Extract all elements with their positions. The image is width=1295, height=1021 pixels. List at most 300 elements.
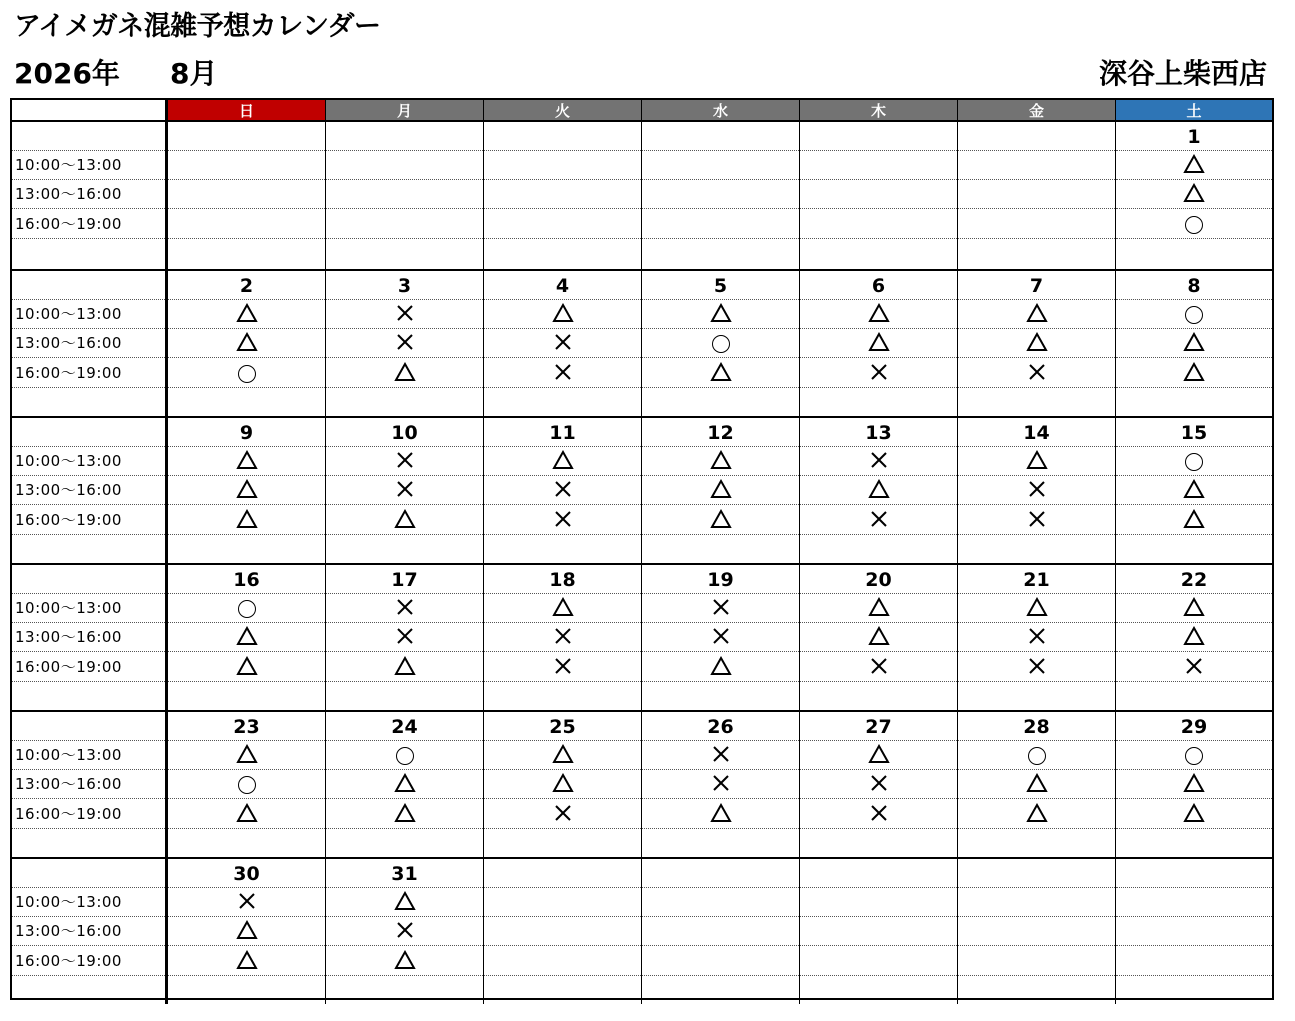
date-number: 29 <box>1180 716 1208 738</box>
crowd-level-slot <box>168 476 325 505</box>
triangle-icon <box>868 332 890 356</box>
weekday-header-6: 土 <box>1116 100 1272 120</box>
date-number: 20 <box>865 569 892 591</box>
date-number: 12 <box>707 422 734 444</box>
dotted-divider <box>800 208 957 209</box>
crowd-level-slot <box>1116 447 1272 476</box>
time-slot-label: 16:00～19:00 <box>15 952 122 970</box>
crowd-level-slot <box>800 300 957 329</box>
cross-icon <box>870 804 888 826</box>
week-row <box>12 269 1272 416</box>
calendar-title: アイメガネ混雑予想カレンダー <box>14 11 381 42</box>
store-name: 深谷上柴西店 <box>1098 57 1267 90</box>
dotted-divider <box>958 916 1115 917</box>
calendar-grid <box>10 98 1274 1000</box>
circle-icon <box>238 776 256 794</box>
crowd-level-slot <box>168 300 325 329</box>
dotted-divider <box>800 945 957 946</box>
crowd-level-slot <box>642 594 799 623</box>
crowd-level-slot <box>800 329 957 358</box>
crowd-level-slot <box>484 623 641 652</box>
triangle-icon <box>552 597 574 621</box>
triangle-icon <box>1183 183 1205 207</box>
date-number: 6 <box>871 275 886 297</box>
crowd-level-slot <box>958 329 1115 358</box>
week-row <box>12 857 1272 1004</box>
triangle-icon <box>236 509 258 533</box>
crowd-level-slot <box>1116 770 1272 799</box>
dotted-divider <box>326 150 483 151</box>
triangle-icon <box>710 509 732 533</box>
circle-icon <box>1028 747 1046 765</box>
crowd-level-slot <box>326 917 483 946</box>
date-number: 1 <box>1187 126 1201 148</box>
date-number: 23 <box>233 716 260 738</box>
dotted-divider <box>168 150 325 151</box>
cross-icon <box>1028 510 1046 532</box>
dotted-divider <box>800 916 957 917</box>
time-slot-label: 13:00～16:00 <box>15 628 122 646</box>
cross-icon <box>396 627 414 649</box>
dotted-divider <box>484 945 641 946</box>
triangle-icon <box>1026 450 1048 474</box>
day-cell-8 <box>1116 271 1272 416</box>
time-slot-label: 10:00～13:00 <box>15 156 122 174</box>
triangle-icon <box>394 362 416 386</box>
crowd-level-slot <box>168 947 325 976</box>
crowd-level-slot <box>326 506 483 535</box>
day-cell-26 <box>642 712 800 857</box>
date-number: 17 <box>391 569 418 591</box>
date-number: 22 <box>1180 569 1208 591</box>
cross-icon <box>712 774 730 796</box>
triangle-icon <box>394 773 416 797</box>
date-number: 7 <box>1029 275 1044 297</box>
day-cell-empty <box>484 122 642 269</box>
crowd-level-slot <box>1116 653 1272 682</box>
day-cell-6 <box>800 271 958 416</box>
dotted-divider <box>642 945 799 946</box>
dotted-divider <box>326 208 483 209</box>
cross-icon <box>554 480 572 502</box>
dotted-divider <box>326 179 483 180</box>
crowd-level-slot <box>168 623 325 652</box>
crowd-level-slot <box>1116 476 1272 505</box>
triangle-icon <box>236 950 258 974</box>
weekday-header-row <box>12 100 1272 122</box>
triangle-icon <box>1183 479 1205 503</box>
crowd-level-slot <box>958 623 1115 652</box>
dotted-divider <box>1116 975 1272 976</box>
date-number: 31 <box>391 863 418 885</box>
triangle-icon <box>868 744 890 768</box>
triangle-icon <box>552 303 574 327</box>
crowd-level-slot <box>326 359 483 388</box>
triangle-icon <box>552 773 574 797</box>
triangle-icon <box>236 303 258 327</box>
day-cell-17 <box>326 565 484 710</box>
cross-icon <box>1028 480 1046 502</box>
crowd-level-slot <box>642 623 799 652</box>
day-cell-13 <box>800 418 958 563</box>
time-slot-label: 16:00～19:00 <box>15 805 122 823</box>
dotted-divider <box>958 975 1115 976</box>
date-number: 5 <box>713 275 728 297</box>
day-cell-20 <box>800 565 958 710</box>
time-slot-label: 10:00～13:00 <box>15 599 122 617</box>
dotted-divider <box>484 179 641 180</box>
date-number: 28 <box>1023 716 1050 738</box>
crowd-level-slot <box>1116 329 1272 358</box>
crowd-level-slot <box>326 653 483 682</box>
time-slot-labels <box>12 122 168 269</box>
day-cell-empty <box>958 122 1116 269</box>
date-number: 11 <box>549 422 576 444</box>
dotted-divider <box>800 150 957 151</box>
crowd-level-slot <box>326 947 483 976</box>
time-slot-label: 13:00～16:00 <box>15 481 122 499</box>
crowd-level-slot <box>800 653 957 682</box>
crowd-level-slot <box>168 917 325 946</box>
crowd-level-slot <box>168 329 325 358</box>
day-cell-empty <box>326 122 484 269</box>
crowd-level-slot <box>326 741 483 770</box>
day-cell-5 <box>642 271 800 416</box>
crowd-level-slot <box>642 653 799 682</box>
crowd-level-slot <box>958 800 1115 829</box>
day-cell-empty <box>642 859 800 1004</box>
dotted-divider <box>642 916 799 917</box>
crowd-level-slot <box>326 447 483 476</box>
cross-icon <box>870 510 888 532</box>
day-cell-21 <box>958 565 1116 710</box>
time-slot-label: 10:00～13:00 <box>15 305 122 323</box>
time-slot-label: 13:00～16:00 <box>15 922 122 940</box>
time-slot-label: 10:00～13:00 <box>15 452 122 470</box>
time-slot-label: 16:00～19:00 <box>15 511 122 529</box>
circle-icon <box>396 747 414 765</box>
dotted-divider <box>1116 916 1272 917</box>
cross-icon <box>870 657 888 679</box>
cross-icon <box>712 598 730 620</box>
time-slot-labels <box>12 712 168 857</box>
crowd-level-slot <box>484 653 641 682</box>
dotted-divider <box>1116 945 1272 946</box>
cross-icon <box>712 745 730 767</box>
triangle-icon <box>1183 362 1205 386</box>
crowd-level-slot <box>1116 741 1272 770</box>
day-cell-2 <box>168 271 326 416</box>
day-cell-22 <box>1116 565 1272 710</box>
date-number: 9 <box>239 422 254 444</box>
triangle-icon <box>552 744 574 768</box>
dotted-divider <box>642 887 799 888</box>
time-slot-label: 16:00～19:00 <box>15 215 122 233</box>
crowd-level-slot <box>958 594 1115 623</box>
dotted-divider <box>642 179 799 180</box>
time-slot-labels <box>12 859 168 1004</box>
day-cell-11 <box>484 418 642 563</box>
cross-icon <box>870 774 888 796</box>
cross-icon <box>396 921 414 943</box>
cross-icon <box>554 333 572 355</box>
dotted-divider <box>958 179 1115 180</box>
crowd-level-slot <box>800 506 957 535</box>
weekday-header-0: 日 <box>168 100 326 120</box>
dotted-divider <box>642 208 799 209</box>
day-cell-empty <box>642 122 800 269</box>
day-cell-31 <box>326 859 484 1004</box>
cross-icon <box>554 363 572 385</box>
triangle-icon <box>868 303 890 327</box>
date-number: 18 <box>549 569 576 591</box>
dotted-divider <box>800 887 957 888</box>
dotted-divider <box>484 150 641 151</box>
circle-icon <box>238 365 256 383</box>
triangle-icon <box>1026 303 1048 327</box>
date-number: 27 <box>865 716 892 738</box>
date-number: 14 <box>1023 422 1050 444</box>
dotted-divider <box>642 975 799 976</box>
crowd-level-slot <box>484 506 641 535</box>
crowd-level-slot <box>1116 594 1272 623</box>
crowd-level-slot <box>1116 506 1272 535</box>
triangle-icon <box>710 803 732 827</box>
crowd-level-slot <box>1116 180 1272 209</box>
crowd-level-slot <box>168 770 325 799</box>
triangle-icon <box>236 803 258 827</box>
crowd-level-slot <box>800 623 957 652</box>
time-slot-label: 13:00～16:00 <box>15 185 122 203</box>
day-cell-empty <box>168 122 326 269</box>
triangle-icon <box>1183 597 1205 621</box>
time-slot-label: 10:00～13:00 <box>15 746 122 764</box>
dotted-divider <box>800 975 957 976</box>
date-number: 3 <box>397 275 412 297</box>
day-cell-7 <box>958 271 1116 416</box>
triangle-icon <box>1183 773 1205 797</box>
crowd-level-slot <box>484 359 641 388</box>
day-cell-9 <box>168 418 326 563</box>
weekday-header-4: 木 <box>800 100 958 120</box>
crowd-level-slot <box>326 300 483 329</box>
date-number: 16 <box>233 569 260 591</box>
crowd-level-slot <box>642 770 799 799</box>
cross-icon <box>870 451 888 473</box>
time-slot-label: 10:00～13:00 <box>15 893 122 911</box>
crowd-level-slot <box>1116 359 1272 388</box>
dotted-divider <box>484 975 641 976</box>
dotted-divider <box>484 887 641 888</box>
circle-icon <box>1185 453 1203 471</box>
day-cell-27 <box>800 712 958 857</box>
date-number: 25 <box>549 716 576 738</box>
crowd-level-slot <box>168 888 325 917</box>
month-label: 8月 <box>170 57 218 90</box>
crowd-level-slot <box>168 741 325 770</box>
cross-icon <box>396 333 414 355</box>
triangle-icon <box>1183 154 1205 178</box>
cross-icon <box>1028 363 1046 385</box>
dotted-divider <box>484 208 641 209</box>
triangle-icon <box>1026 332 1048 356</box>
cross-icon <box>1028 627 1046 649</box>
crowd-level-slot <box>1116 623 1272 652</box>
crowd-level-slot <box>326 888 483 917</box>
weekday-header-1: 月 <box>326 100 484 120</box>
dotted-divider <box>168 179 325 180</box>
time-slot-label: 13:00～16:00 <box>15 334 122 352</box>
cross-icon <box>396 304 414 326</box>
crowd-level-slot <box>958 741 1115 770</box>
triangle-icon <box>236 656 258 680</box>
dotted-divider <box>958 238 1115 239</box>
dotted-divider <box>800 179 957 180</box>
circle-icon <box>1185 216 1203 234</box>
week-row <box>12 122 1272 269</box>
weekday-header-3: 水 <box>642 100 800 120</box>
day-cell-empty <box>958 859 1116 1004</box>
time-slot-labels <box>12 565 168 710</box>
circle-icon <box>1185 306 1203 324</box>
triangle-icon <box>236 626 258 650</box>
cross-icon <box>396 480 414 502</box>
crowd-level-slot <box>168 447 325 476</box>
triangle-icon <box>394 891 416 915</box>
crowd-level-slot <box>800 741 957 770</box>
time-slot-label: 13:00～16:00 <box>15 775 122 793</box>
crowd-level-slot <box>800 800 957 829</box>
crowd-level-slot <box>326 594 483 623</box>
crowd-level-slot <box>326 623 483 652</box>
triangle-icon <box>1183 509 1205 533</box>
crowd-level-slot <box>168 359 325 388</box>
day-cell-empty <box>800 122 958 269</box>
crowd-level-slot <box>1116 151 1272 180</box>
cross-icon <box>554 804 572 826</box>
day-cell-30 <box>168 859 326 1004</box>
triangle-icon <box>1183 803 1205 827</box>
day-cell-3 <box>326 271 484 416</box>
crowd-level-slot <box>1116 800 1272 829</box>
crowd-level-slot <box>958 300 1115 329</box>
day-cell-28 <box>958 712 1116 857</box>
dotted-divider <box>958 208 1115 209</box>
day-cell-24 <box>326 712 484 857</box>
day-cell-15 <box>1116 418 1272 563</box>
triangle-icon <box>710 450 732 474</box>
date-number: 30 <box>233 863 260 885</box>
crowd-level-slot <box>800 359 957 388</box>
day-cell-25 <box>484 712 642 857</box>
circle-icon <box>712 335 730 353</box>
date-number: 10 <box>391 422 418 444</box>
day-cell-1 <box>1116 122 1272 269</box>
dotted-divider <box>958 150 1115 151</box>
crowd-level-slot <box>800 594 957 623</box>
triangle-icon <box>236 744 258 768</box>
dotted-divider <box>642 238 799 239</box>
day-cell-10 <box>326 418 484 563</box>
crowd-level-slot <box>484 476 641 505</box>
crowd-level-slot <box>484 300 641 329</box>
crowd-level-slot <box>326 476 483 505</box>
triangle-icon <box>1183 626 1205 650</box>
crowd-level-slot <box>484 741 641 770</box>
triangle-icon <box>1026 773 1048 797</box>
crowd-level-slot <box>642 800 799 829</box>
crowd-level-slot <box>642 506 799 535</box>
date-number: 2 <box>239 275 254 297</box>
crowd-level-slot <box>642 329 799 358</box>
date-number: 21 <box>1023 569 1050 591</box>
week-row <box>12 563 1272 710</box>
triangle-icon <box>394 656 416 680</box>
crowd-level-slot <box>168 594 325 623</box>
crowd-level-slot <box>800 447 957 476</box>
crowd-level-slot <box>168 800 325 829</box>
date-number: 26 <box>707 716 734 738</box>
cross-icon <box>870 363 888 385</box>
crowd-level-slot <box>1116 210 1272 239</box>
triangle-icon <box>394 803 416 827</box>
triangle-icon <box>868 626 890 650</box>
crowd-level-slot <box>484 447 641 476</box>
dotted-divider <box>484 916 641 917</box>
date-number: 4 <box>555 275 570 297</box>
crowd-level-slot <box>326 770 483 799</box>
dotted-divider <box>1116 887 1272 888</box>
triangle-icon <box>710 303 732 327</box>
time-slot-labels <box>12 271 168 416</box>
cross-icon <box>712 627 730 649</box>
crowd-level-slot <box>800 476 957 505</box>
date-number: 8 <box>1187 275 1201 297</box>
crowd-level-slot <box>642 300 799 329</box>
dotted-divider <box>168 208 325 209</box>
day-cell-12 <box>642 418 800 563</box>
dotted-divider <box>484 238 641 239</box>
crowd-level-slot <box>958 476 1115 505</box>
cross-icon <box>554 657 572 679</box>
crowd-level-slot <box>800 770 957 799</box>
crowd-level-slot <box>168 653 325 682</box>
crowd-level-slot <box>642 741 799 770</box>
triangle-icon <box>868 597 890 621</box>
crowd-level-slot <box>326 800 483 829</box>
dotted-divider <box>326 238 483 239</box>
day-cell-empty <box>1116 859 1272 1004</box>
date-number: 13 <box>865 422 892 444</box>
day-cell-14 <box>958 418 1116 563</box>
week-row <box>12 416 1272 563</box>
dotted-divider <box>800 238 957 239</box>
circle-icon <box>238 600 256 618</box>
crowd-level-slot <box>958 770 1115 799</box>
triangle-icon <box>710 656 732 680</box>
crowd-level-slot <box>484 770 641 799</box>
time-slot-label: 16:00～19:00 <box>15 658 122 676</box>
triangle-icon <box>552 450 574 474</box>
week-row <box>12 710 1272 857</box>
year-label: 2026年 <box>14 57 120 90</box>
triangle-icon <box>868 479 890 503</box>
triangle-icon <box>236 920 258 944</box>
cross-icon <box>554 627 572 649</box>
crowd-level-slot <box>958 359 1115 388</box>
cross-icon <box>396 598 414 620</box>
crowd-level-slot <box>484 329 641 358</box>
